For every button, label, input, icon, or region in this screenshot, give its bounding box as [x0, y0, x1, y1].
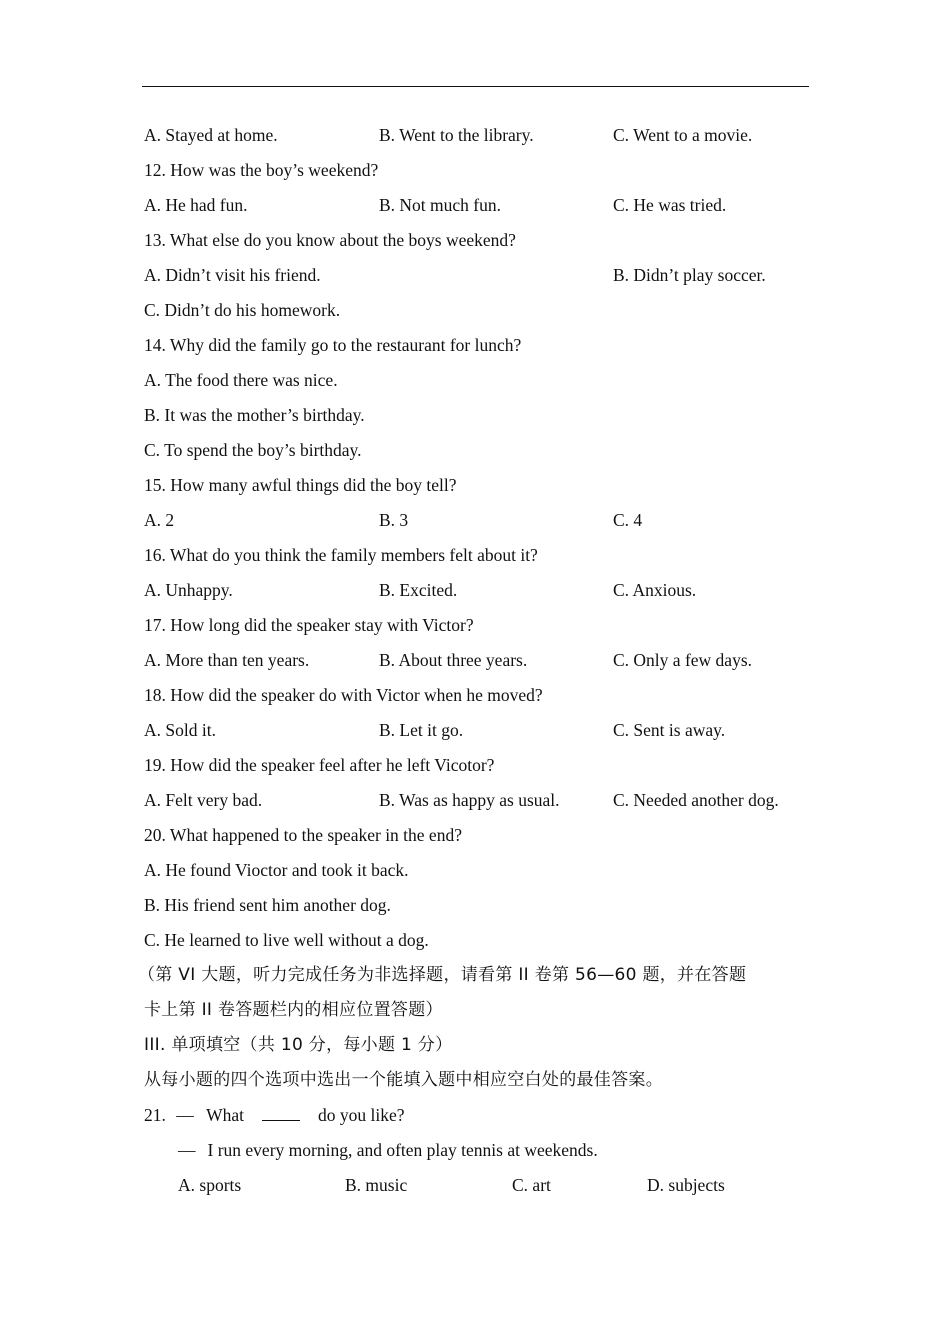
q21-number: 21.	[144, 1105, 166, 1125]
q18-question: 18. How did the speaker do with Victor when he moved?	[144, 685, 543, 705]
q11-option-b: B. Went to the library.	[379, 125, 534, 145]
q21-option-b: B. music	[345, 1175, 408, 1195]
q17-options-row	[144, 643, 814, 678]
exam-page-content	[138, 118, 814, 1203]
q11-options-row	[144, 118, 814, 153]
q19-options-row	[144, 783, 814, 818]
q21-option-c: C. art	[512, 1175, 551, 1195]
q13-option-b: B. Didn’t play soccer.	[613, 265, 766, 285]
q15-question: 15. How many awful things did the boy tell?	[144, 475, 457, 495]
q16-option-b: B. Excited.	[379, 580, 458, 600]
q21-reply	[144, 1133, 814, 1168]
q13-option-c: C. Didn’t do his homework.	[144, 300, 341, 320]
q16-options-row	[144, 573, 814, 608]
q21-options-row	[144, 1168, 814, 1203]
q21-prompt-after: do you like?	[318, 1105, 405, 1125]
header-rule	[142, 86, 809, 87]
q18-option-c: C. Sent is away.	[613, 720, 726, 740]
q11-option-c: C. Went to a movie.	[613, 125, 753, 145]
q21-option-a: A. sports	[178, 1175, 242, 1195]
q18-option-a: A. Sold it.	[144, 720, 216, 740]
q13-question: 13. What else do you know about the boys weekend?	[144, 230, 516, 250]
q12-question: 12. How was the boy’s weekend?	[144, 160, 379, 180]
q21-option-d: D. subjects	[647, 1175, 725, 1195]
q20-option-a: A. He found Vioctor and took it back.	[144, 860, 409, 880]
q12-option-a: A. He had fun.	[144, 195, 248, 215]
q18-options-row	[144, 713, 814, 748]
q14-option-b: B. It was the mother’s birthday.	[144, 405, 365, 425]
q19-option-c: C. Needed another dog.	[613, 790, 779, 810]
q15-options-row	[144, 503, 814, 538]
q15-option-a: A. 2	[144, 510, 175, 530]
q17-option-c: C. Only a few days.	[613, 650, 753, 670]
q21-dash-2: —	[178, 1140, 196, 1160]
q15-option-c: C. 4	[613, 510, 643, 530]
q21-prompt-before: What	[206, 1105, 245, 1125]
note-line-2: 卡上第 II 卷答题栏内的相应位置答题）	[144, 1000, 443, 1020]
q12-option-c: C. He was tried.	[613, 195, 727, 215]
section-3-instruction: 从每小题的四个选项中选出一个能填入题中相应空白处的最佳答案。	[144, 1070, 663, 1090]
q15-option-b: B. 3	[379, 510, 409, 530]
q13-options-row	[144, 258, 814, 293]
q11-option-a: A. Stayed at home.	[144, 125, 278, 145]
q16-option-c: C. Anxious.	[613, 580, 697, 600]
q12-options-row	[144, 188, 814, 223]
q19-option-a: A. Felt very bad.	[144, 790, 263, 810]
q12-option-b: B. Not much fun.	[379, 195, 502, 215]
q17-option-b: B. About three years.	[379, 650, 528, 670]
q20-question: 20. What happened to the speaker in the end?	[144, 825, 462, 845]
q14-option-a: A. The food there was nice.	[144, 370, 338, 390]
q14-option-c: C. To spend the boy’s birthday.	[144, 440, 362, 460]
q16-option-a: A. Unhappy.	[144, 580, 233, 600]
q20-option-c: C. He learned to live well without a dog.	[144, 930, 429, 950]
note-line-1: （第 VI 大题，听力完成任务为非选择题，请看第 II 卷第 56—60 题，并在答题	[138, 965, 747, 985]
q21-answer-blank	[262, 1100, 300, 1121]
q13-option-a: A. Didn’t visit his friend.	[144, 265, 321, 285]
q19-option-b: B. Was as happy as usual.	[379, 790, 560, 810]
q21-prompt	[144, 1098, 814, 1133]
q21-reply-text: I run every morning, and often play tennis at weekends.	[207, 1140, 598, 1160]
section-3-heading: III. 单项填空（共 10 分，每小题 1 分）	[144, 1035, 453, 1055]
q17-question: 17. How long did the speaker stay with Victor?	[144, 615, 474, 635]
q17-option-a: A. More than ten years.	[144, 650, 310, 670]
q18-option-b: B. Let it go.	[379, 720, 464, 740]
q19-question: 19. How did the speaker feel after he left Vicotor?	[144, 755, 495, 775]
q21-dash-1: —	[176, 1105, 194, 1125]
q14-question: 14. Why did the family go to the restaurant for lunch?	[144, 335, 522, 355]
q16-question: 16. What do you think the family members felt about it?	[144, 545, 538, 565]
q20-option-b: B. His friend sent him another dog.	[144, 895, 391, 915]
